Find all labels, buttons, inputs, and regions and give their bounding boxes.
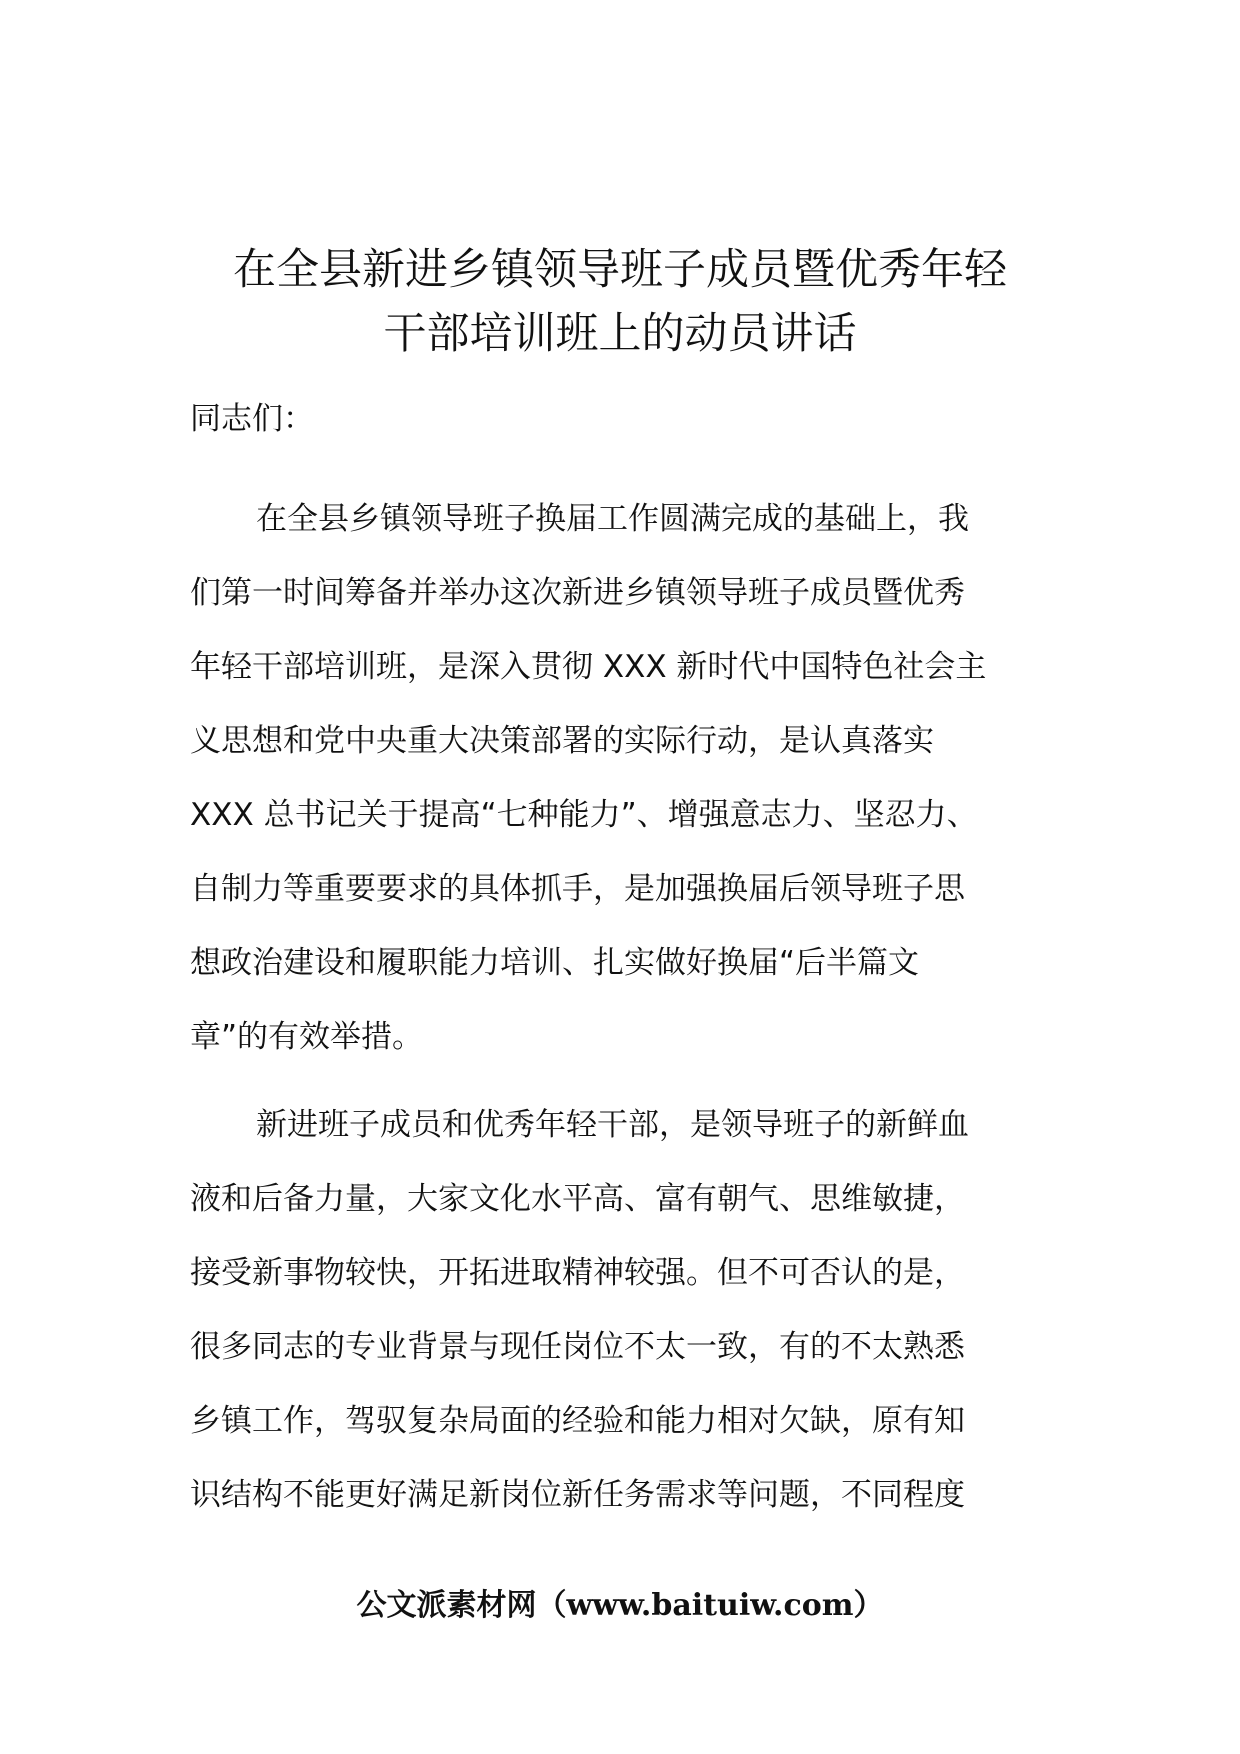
paragraph-line: 很多同志的专业背景与现任岗位不太一致，有的不太熟悉 <box>190 1329 965 1365</box>
title-line: 在全县新进乡镇领导班子成员暨优秀年轻 <box>233 245 1007 295</box>
paragraph-1 <box>190 482 1060 1074</box>
paragraph-line: 液和后备力量，大家文化水平高、富有朝气、思维敏捷， <box>190 1181 965 1217</box>
paragraph-line: 乡镇工作，驾驭复杂局面的经验和能力相对欠缺，原有知 <box>190 1403 965 1439</box>
footer-source: 公文派素材网（www.baituiw.com） <box>356 1588 884 1623</box>
paragraph-line: 识结构不能更好满足新岗位新任务需求等问题，不同程度 <box>190 1477 965 1513</box>
paragraph-line: 年轻干部培训班，是深入贯彻 XXX 新时代中国特色社会主 <box>190 649 987 685</box>
paragraph-2 <box>190 1088 1060 1532</box>
paragraph-line: XXX 总书记关于提高“七种能力”、增强意志力、坚忍力、 <box>190 797 978 833</box>
paragraph-line: 们第一时间筹备并举办这次新进乡镇领导班子成员暨优秀 <box>190 575 965 611</box>
paragraph-line: 新进班子成员和优秀年轻干部，是领导班子的新鲜血 <box>256 1107 969 1143</box>
paragraph-line: 接受新事物较快，开拓进取精神较强。但不可否认的是， <box>190 1255 965 1291</box>
salutation: 同志们： <box>190 401 314 437</box>
paragraph-line: 章”的有效举措。 <box>190 1019 424 1055</box>
title-line: 干部培训班上的动员讲话 <box>383 309 857 359</box>
paragraph-line: 想政治建设和履职能力培训、扎实做好换届“后半篇文 <box>190 945 920 981</box>
paragraph-line: 义思想和党中央重大决策部署的实际行动，是认真落实 <box>190 723 934 759</box>
paragraph-line: 在全县乡镇领导班子换届工作圆满完成的基础上，我 <box>256 501 969 537</box>
document-title <box>150 238 1090 366</box>
paragraph-line: 自制力等重要要求的具体抓手，是加强换届后领导班子思 <box>190 871 965 907</box>
